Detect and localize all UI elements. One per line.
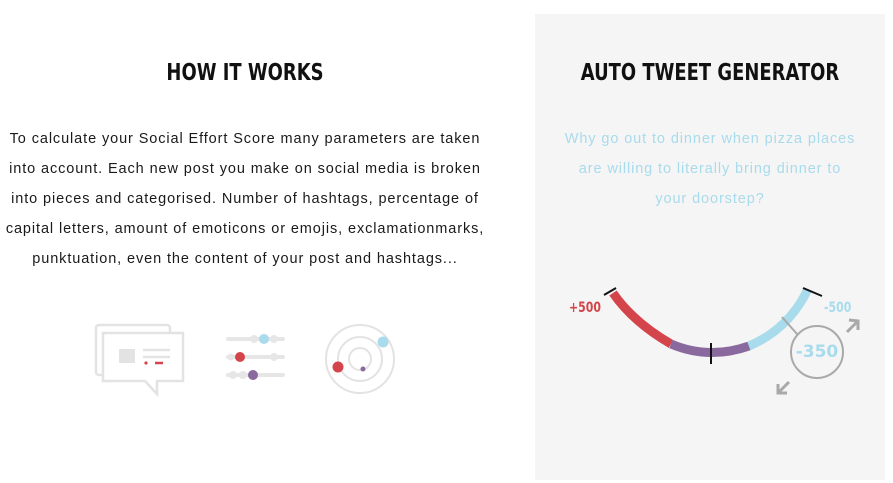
gauge-min-label: +500 bbox=[569, 300, 601, 316]
chat-bubbles-icon bbox=[96, 325, 183, 394]
gauge-segment-red bbox=[613, 293, 671, 344]
description-line: into account. Each new post you make on social media is broken bbox=[9, 161, 481, 177]
description-line: To calculate your Social Effort Score many parameters are taken bbox=[9, 131, 481, 147]
arrow-up-right-icon bbox=[847, 320, 858, 332]
score-value: -350 bbox=[790, 325, 844, 379]
tweet-line: your doorstep? bbox=[655, 191, 765, 207]
arrow-down-left-icon bbox=[778, 382, 789, 393]
description-line: into pieces and categorised. Number of hashtags, percentage of bbox=[11, 191, 479, 207]
description-line: capital letters, amount of emoticons or emojis, exclamationmarks, bbox=[5, 221, 485, 237]
gauge-max-label: -500 bbox=[824, 300, 852, 316]
radar-icon bbox=[326, 325, 394, 393]
auto-tweet-section bbox=[535, 14, 885, 480]
tweet-line: are willing to literally bring dinner to bbox=[578, 161, 842, 177]
description-line: punktuation, even the content of your post and hashtags... bbox=[32, 251, 458, 267]
tweet-line: Why go out to dinner when pizza places bbox=[564, 131, 856, 147]
score-gauge bbox=[535, 14, 885, 480]
auto-tweet-title: AUTO TWEET GENERATOR bbox=[580, 60, 840, 86]
how-it-works-title: HOW IT WORKS bbox=[166, 60, 324, 86]
sliders-icon bbox=[228, 334, 284, 380]
